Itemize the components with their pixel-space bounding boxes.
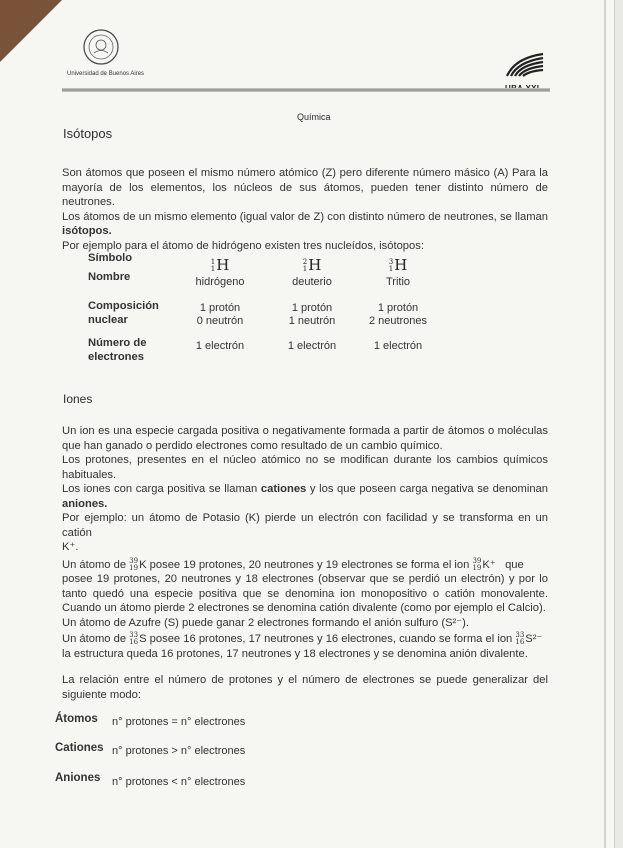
text-line: que han ganado o perdido electrones como resultado de un cambio químico. (62, 439, 443, 452)
text-line: la estructura queda 16 protones, 17 neutrones y 18 electrones y se denomina anión divalente. (62, 647, 528, 660)
rule-label-atoms: Átomos (55, 713, 98, 725)
subject-title: Química (297, 112, 331, 122)
isotopes-heading: Isótopos (63, 126, 113, 141)
isotope-name: deuterio (292, 276, 332, 288)
text-line: habituales. (62, 468, 117, 481)
text-line: Los iones con carga positiva se llaman cationes y los que poseen carga negativa se denominan (62, 483, 548, 495)
isotopes-intro (62, 166, 548, 253)
text-line: Por ejemplo para el átomo de hidrógeno existen tres nucleídos, isótopos: (62, 239, 424, 252)
rule-label-anions: Aniones (55, 772, 101, 784)
isotope-symbol-hydrogen: 1 1 H (210, 256, 230, 274)
text-line: Un ion es una especie cargada positiva o negativamente formada a partir de átomos o moléculas (62, 425, 548, 437)
isotopes-term: isótopos. (62, 225, 112, 237)
text-line: Por ejemplo: un átomo de Potasio (K) pierde un electrón con facilidad y se transforma en un catión (62, 512, 548, 539)
rule-label-cations: Cationes (55, 742, 104, 754)
university-name: Universidad de Buenos Aires (67, 71, 145, 77)
university-seal-icon (82, 28, 120, 66)
rule-text-atoms: n° protones = n° electrones (112, 716, 246, 728)
text-line: Cuando un átomo pierde 2 electrones se denomina catión divalente (como por ejemplo el Calcio). (62, 602, 546, 614)
isotope-electrons: 1 electrón (195, 340, 245, 352)
isotope-composition: 1 protón 2 neutrones (368, 302, 428, 327)
isotope-electrons: 1 electrón (373, 340, 423, 352)
isotope-symbol-deuterium: 2 1 H (302, 256, 322, 274)
text-line: tanto quedó una especie positiva que se denomina ion monopositivo o catión monovalente. (62, 587, 548, 600)
ions-body (62, 424, 548, 702)
potassium-line: Un átomo de 39 19 K posee 19 protones, 20 neutrones y 19 electrones se forma el ion 39 19 K⁺ que (62, 556, 524, 572)
text-line: Son átomos que poseen el mismo número atómico (Z) pero diferente número másico (A) Para la (62, 167, 548, 179)
sulfur-line: Un átomo de 33 16 S posee 16 protones, 17 neutrones y 16 electrones, cuando se forma el ion 33 16 S²⁻ (62, 631, 543, 647)
text-line: Los átomos de un mismo elemento (igual valor de Z) con distinto número de neutrones, se llaman (62, 210, 548, 223)
isotope-composition: 1 protón 1 neutrón (288, 302, 336, 327)
text-line: mayoría de los elementos, los núcleos de sus átomos, pueden tener distinto número de neutrones. (62, 181, 548, 208)
uba-xxi-logo-icon (505, 52, 545, 78)
isotope-composition: 1 protón 0 neutrón (196, 302, 244, 327)
text-line: siguiente modo: (62, 688, 141, 701)
text-line: Los protones, presentes en el núcleo atómico no se modifican durante los cambios químicos (62, 454, 548, 466)
anions-term: aniones. (62, 497, 108, 510)
header-rule (62, 88, 550, 92)
ions-heading: Iones (63, 392, 93, 406)
isotope-name: Tritio (385, 276, 411, 288)
label-symbol: Símbolo (88, 252, 133, 264)
rule-text-anions: n° protones < n° electrones (112, 776, 246, 788)
isotope-name: hidrógeno (195, 276, 245, 288)
page-corner-fold (0, 0, 62, 62)
text-line: Un átomo de Azufre (S) puede ganar 2 electrones formando el anión sulfuro (S²⁻). (62, 616, 470, 629)
isotope-symbol-tritium: 3 1 H (388, 256, 408, 274)
isotope-electrons: 1 electrón (287, 340, 337, 352)
text-line: La relación entre el número de protones y el número de electrones se puede generalizar del (62, 674, 548, 686)
label-name: Nombre (88, 271, 131, 283)
text-line: posee 19 protones, 20 neutrones y 18 electrones (observar que se perdió un electrón) y por lo (62, 573, 548, 585)
page-edge (604, 0, 606, 848)
text-line: K⁺. (62, 541, 79, 553)
label-composition: Composición nuclear (88, 300, 159, 326)
rule-text-cations: n° protones > n° electrones (112, 745, 246, 757)
label-electrons: Número de electrones (88, 337, 147, 363)
